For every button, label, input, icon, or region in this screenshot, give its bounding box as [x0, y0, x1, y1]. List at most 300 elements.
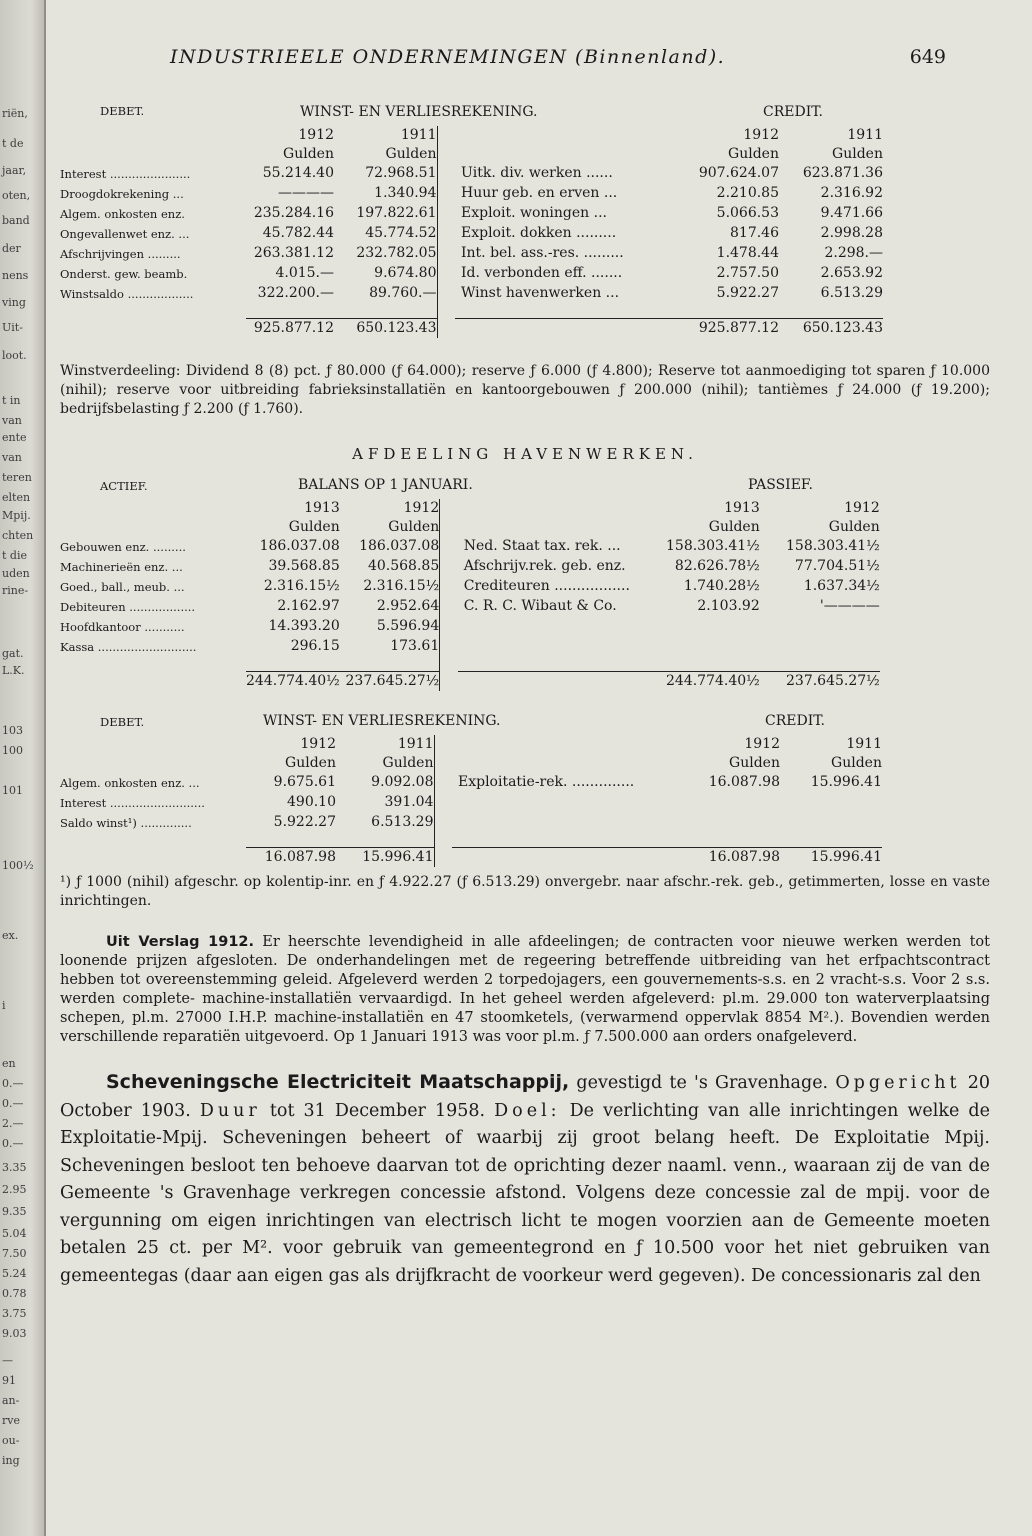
unit-header: Gulden — [708, 519, 760, 535]
gutter-fragment: ing — [2, 1454, 20, 1467]
gutter-fragment: band — [2, 214, 30, 227]
debet-label: DEBET. — [100, 104, 145, 118]
section-title: WINST- EN VERLIESREKENING. — [300, 104, 538, 120]
gutter-fragment: t de — [2, 137, 24, 150]
unit-header: Gulden — [285, 755, 336, 771]
row-label: Debiteuren .................. — [60, 600, 196, 614]
total-value: 15.996.41 — [780, 848, 882, 868]
table-row — [60, 577, 880, 597]
column-separator — [437, 126, 455, 145]
total-value: 16.087.98 — [688, 848, 780, 868]
row-label: Exploit. dokken ......... — [461, 225, 617, 241]
gutter-fragment: en — [2, 1057, 16, 1070]
unit-row — [60, 145, 883, 164]
row-label: Hoofdkantoor ........... — [60, 620, 185, 634]
spacer — [60, 145, 246, 164]
gutter-fragment: jaar, — [2, 164, 27, 177]
row-value: 14.393.20 — [268, 618, 340, 634]
gutter-fragment: ex. — [2, 929, 19, 942]
spacer — [780, 793, 882, 813]
unit-row — [60, 754, 882, 773]
row-value: 2.653.92 — [820, 265, 883, 281]
gutter-fragment: 0.— — [2, 1137, 24, 1150]
total-value: 925.877.12 — [246, 319, 334, 339]
table-row — [60, 617, 880, 637]
row-value: 5.596.94 — [376, 618, 440, 634]
column-separator — [440, 557, 458, 577]
row-value: 2.162.97 — [277, 598, 340, 614]
column-separator — [437, 145, 455, 164]
company-seat: gevestigd te 's Gravenhage. — [576, 1073, 829, 1093]
column-separator — [437, 164, 455, 184]
year-header: 1911 — [400, 127, 437, 143]
row-value: 16.087.98 — [708, 774, 780, 790]
spacer — [60, 848, 246, 868]
gutter-fragment: 2.— — [2, 1117, 24, 1130]
gutter-fragment: uden — [2, 567, 30, 580]
column-separator — [437, 204, 455, 224]
row-value: 158.303.41½ — [786, 538, 880, 554]
row-label: Winst havenwerken ... — [461, 285, 620, 301]
total-value: 15.996.41 — [336, 848, 434, 868]
column-separator — [437, 319, 455, 339]
page-title: INDUSTRIEELE ONDERNEMINGEN (Binnenland). — [170, 46, 726, 68]
afdeeling-heading: AFDEELING HAVENWERKEN. — [352, 445, 698, 463]
gutter-fragment: 0.78 — [2, 1287, 27, 1300]
year-header: 1912 — [743, 127, 779, 143]
spacer — [455, 319, 687, 339]
total-row — [60, 672, 880, 692]
row-value: 1.478.44 — [716, 245, 779, 261]
spacer — [452, 833, 688, 848]
table-row — [60, 537, 880, 557]
spacer — [60, 319, 246, 339]
gutter-fragment: riën, — [2, 107, 28, 120]
row-label: Uitk. div. werken ...... — [461, 165, 613, 181]
gutter-fragment: gat. — [2, 647, 24, 660]
opgericht-label: Opgericht — [835, 1073, 961, 1093]
debet-label: DEBET. — [100, 715, 145, 729]
gutter-fragment: 91 — [2, 1374, 16, 1387]
unit-header: Gulden — [382, 755, 434, 771]
gutter-fragment: ou- — [2, 1434, 20, 1447]
spacer — [340, 657, 440, 672]
column-separator — [440, 518, 458, 537]
gutter-fragment: 2.95 — [2, 1183, 27, 1196]
spacer — [60, 518, 246, 537]
row-value: 5.066.53 — [716, 205, 779, 221]
gutter-fragment: der — [2, 242, 21, 255]
gutter-fragment: i — [2, 999, 6, 1012]
spacer — [246, 304, 334, 319]
table-row — [60, 224, 883, 244]
row-value: 2.316.15½ — [263, 578, 340, 594]
gutter-fragment: ente — [2, 431, 27, 444]
unit-header: Gulden — [385, 146, 437, 162]
column-separator — [440, 672, 458, 692]
row-value: 6.513.29 — [371, 814, 434, 830]
row-value: 2.316.92 — [820, 185, 883, 201]
verslag-text: Er heerschte levendigheid in alle afdeelingen; de contracten voor nieuwe werken werden tot loonende prijzen afgesloten. De onderhandelingen met de regeering betreffende uitbreiding van het erfpachtscontract hebben tot overeenstemming geleid. Afgeleverd werden 2 torpedojagers, een gouvernements-s.s. en 2 vracht-s.s. Voor 2 s.s. werden complete- machine-installatiën vervaardigd. In het geheel werden afgeleverd: pl.m. 29.000 ton waterverplaatsing schepen, pl.m. 27000 I.H.P. machine-installatiën en 47 stoomketels, (verwarmend oppervlak 8854 M².). Bovendien werden verschillende reparatiën uitgevoerd. Op 1 Januari 1913 was voor pl.m. ƒ 7.500.000 aan orders onafgeleverd. — [60, 934, 990, 1045]
duur-label: Duur — [199, 1100, 261, 1121]
spacer — [458, 617, 658, 637]
spacer — [760, 617, 880, 637]
row-label: Exploit. woningen ... — [461, 205, 607, 221]
gutter-fragment: elten — [2, 491, 31, 504]
spacer — [334, 304, 437, 319]
winstverdeeling: Winstverdeeling: Dividend 8 (8) pct. ƒ 80.000 (ƒ 64.000); reserve ƒ 6.000 (ƒ 4.800); Reserve tot aanmoediging tot sparen ƒ 10.000 (nihil); reserve voor uitbreiding fabrieksinstallatiën en kantoorgebouwen ƒ 200.000 (nihil); tantièmes ƒ 24.000 (ƒ 19.200); bedrijfsbelasting ƒ 2.200 (ƒ 1.760). — [60, 363, 990, 417]
spacer — [779, 304, 883, 319]
year-header: 1912 — [300, 736, 336, 752]
row-value: 907.624.07 — [698, 165, 779, 181]
year-header: 1912 — [298, 127, 334, 143]
row-value: 296.15 — [290, 638, 340, 654]
total-row — [60, 319, 883, 339]
year-header: 1911 — [397, 736, 434, 752]
row-value: 77.704.51½ — [794, 558, 880, 574]
gutter-fragment: oten, — [2, 189, 31, 202]
row-value: 2.998.28 — [820, 225, 883, 241]
running-header — [60, 40, 990, 76]
credit-label: CREDIT. — [763, 104, 823, 120]
gutter-fragment: rine- — [2, 584, 29, 597]
column-separator — [437, 244, 455, 264]
row-label: Int. bel. ass.-res. ......... — [461, 245, 624, 261]
spacer — [60, 735, 246, 754]
spacer — [455, 304, 687, 319]
row-value: 9.092.08 — [371, 774, 434, 790]
unit-row — [60, 518, 880, 537]
row-value: '———— — [819, 598, 880, 614]
column-separator — [440, 537, 458, 557]
column-separator — [434, 848, 452, 868]
table-row — [60, 637, 880, 657]
gap-row — [60, 833, 882, 848]
spacer — [760, 657, 880, 672]
column-separator — [434, 773, 452, 793]
duur-text: tot 31 December 1958. — [269, 1100, 486, 1121]
row-value: 45.782.44 — [262, 225, 334, 241]
account-table — [60, 735, 882, 867]
row-label: Interest ...................... — [60, 167, 191, 181]
total-value: 650.123.43 — [779, 319, 883, 339]
page-number: 649 — [909, 46, 946, 68]
winst-verlies-table-2 — [60, 713, 990, 867]
year-header: 1912 — [844, 500, 880, 516]
footnote: ¹) ƒ 1000 (nihil) afgeschr. op kolentip-inr. en ƒ 4.922.27 (ƒ 6.513.29) onvergebr. naar afschr.-rek. geb., getimmerten, losse en vaste inrichtingen. — [60, 874, 990, 909]
row-value: 623.871.36 — [802, 165, 883, 181]
gutter-fragment: 3.75 — [2, 1307, 27, 1320]
column-separator — [440, 577, 458, 597]
gutter-fragment: van — [2, 414, 22, 427]
row-value: 55.214.40 — [262, 165, 334, 181]
spacer — [60, 499, 246, 518]
column-separator — [434, 813, 452, 833]
spacer — [452, 813, 688, 833]
spacer — [780, 813, 882, 833]
row-value: 186.037.08 — [259, 538, 340, 554]
column-separator — [440, 597, 458, 617]
unit-header: Gulden — [828, 519, 880, 535]
column-separator — [434, 754, 452, 773]
table-row — [60, 164, 883, 184]
spacer — [458, 672, 658, 692]
row-label: Kassa ........................... — [60, 640, 197, 654]
opgericht-date: 20 October 1903. — [60, 1073, 990, 1121]
row-value: 1.340.94 — [374, 185, 437, 201]
row-label: Huur geb. en erven ... — [461, 185, 618, 201]
spacer — [452, 793, 688, 813]
company-name: Scheveningsche Electriciteit Maatschappij, — [106, 1071, 570, 1093]
row-label: Id. verbonden eff. ....... — [461, 265, 623, 281]
column-separator — [437, 184, 455, 204]
gutter-fragment: loot. — [2, 349, 27, 362]
spacer — [336, 833, 434, 848]
spacer — [688, 793, 780, 813]
unit-header: Gulden — [388, 519, 440, 535]
gutter-fragment: 101 — [2, 784, 23, 797]
row-label: Gebouwen enz. ......... — [60, 540, 186, 554]
row-value: 45.774.52 — [365, 225, 437, 241]
unit-header: Gulden — [831, 755, 882, 771]
account-table — [60, 126, 883, 338]
row-value: 9.674.80 — [374, 265, 437, 281]
row-value: 2.210.85 — [716, 185, 779, 201]
total-row — [60, 848, 882, 868]
gap-row — [60, 657, 880, 672]
row-value: 2.757.50 — [716, 265, 779, 281]
gutter-fragment: t in — [2, 394, 21, 407]
row-value: 9.471.66 — [820, 205, 883, 221]
row-value: 391.04 — [384, 794, 434, 810]
table-row — [60, 773, 882, 793]
table-row — [60, 204, 883, 224]
gutter-fragment: rve — [2, 1414, 20, 1427]
row-value: 9.675.61 — [273, 774, 336, 790]
gutter-fragment: 3.35 — [2, 1161, 27, 1174]
row-label: Winstsaldo .................. — [60, 287, 194, 301]
spacer — [458, 657, 658, 672]
gutter-fragment: L.K. — [2, 664, 25, 677]
row-value: 4.015.— — [275, 265, 334, 281]
column-separator — [440, 637, 458, 657]
spacer — [60, 672, 246, 692]
spacer — [658, 657, 760, 672]
unit-header: Gulden — [283, 146, 334, 162]
year-header: 1911 — [847, 127, 883, 143]
spacer — [688, 813, 780, 833]
gutter-fragment: 103 — [2, 724, 23, 737]
spacer — [246, 657, 340, 672]
spacer — [60, 657, 246, 672]
year-header: 1913 — [724, 500, 760, 516]
scheveningen-paragraph — [60, 1069, 990, 1290]
column-separator — [440, 499, 458, 518]
gutter-fragment: — — [2, 1354, 13, 1367]
row-value: 82.626.78½ — [674, 558, 760, 574]
row-value: 173.61 — [390, 638, 440, 654]
row-label: Saldo winst¹) .............. — [60, 816, 192, 830]
doel-label: Doel: — [494, 1100, 561, 1121]
year-row — [60, 126, 883, 145]
spacer — [60, 833, 246, 848]
row-value: ———— — [278, 185, 334, 201]
spacer — [760, 637, 880, 657]
row-value: 2.298.— — [824, 245, 883, 261]
spacer — [452, 848, 688, 868]
row-value: 39.568.85 — [268, 558, 340, 574]
spacer — [60, 126, 246, 145]
spacer — [455, 126, 687, 145]
gutter-fragment: 9.35 — [2, 1205, 27, 1218]
row-value: 6.513.29 — [820, 285, 883, 301]
gutter-fragment: 100 — [2, 744, 23, 757]
row-value: 5.922.27 — [273, 814, 336, 830]
table-row — [60, 264, 883, 284]
year-header: 1912 — [744, 736, 780, 752]
table-row — [60, 184, 883, 204]
year-header: 1912 — [403, 500, 440, 516]
table-row — [60, 793, 882, 813]
column-separator — [434, 735, 452, 754]
verslag-paragraph — [60, 933, 990, 1047]
gutter-fragment: 5.04 — [2, 1227, 27, 1240]
unit-header: Gulden — [728, 146, 779, 162]
spacer — [246, 833, 336, 848]
spacer — [458, 499, 658, 518]
unit-header: Gulden — [288, 519, 340, 535]
row-value: 2.316.15½ — [363, 578, 440, 594]
unit-header: Gulden — [832, 146, 883, 162]
table-row — [60, 284, 883, 304]
spacer — [688, 833, 780, 848]
column-separator — [437, 224, 455, 244]
row-label: Ned. Staat tax. rek. ... — [463, 538, 621, 554]
row-label: Onderst. gew. beamb. — [60, 267, 188, 281]
gutter-fragment: 9.03 — [2, 1327, 27, 1340]
gutter-fragment: 100½ — [2, 859, 34, 872]
document-page — [60, 40, 990, 1520]
spacer — [658, 617, 760, 637]
section-title: WINST- EN VERLIESREKENING. — [263, 713, 501, 729]
row-label: Crediteuren ................. — [463, 578, 630, 594]
spacer — [455, 145, 687, 164]
spacer — [458, 637, 658, 657]
table-row — [60, 597, 880, 617]
table-row — [60, 557, 880, 577]
passief-label: PASSIEF. — [748, 477, 813, 493]
spacer — [452, 735, 688, 754]
column-separator — [437, 304, 455, 319]
row-value: 1.637.34½ — [803, 578, 880, 594]
gutter-fragment: ving — [2, 296, 26, 309]
neighbor-page-edge — [0, 0, 46, 1536]
row-label: C. R. C. Wibaut & Co. — [463, 598, 617, 614]
row-value: 72.968.51 — [365, 165, 437, 181]
table-row — [60, 813, 882, 833]
spacer — [452, 754, 688, 773]
row-value: 817.46 — [730, 225, 779, 241]
total-value: 244.774.40½ — [658, 672, 760, 692]
gutter-fragment: 7.50 — [2, 1247, 27, 1260]
spacer — [60, 754, 246, 773]
row-label: Algem. onkosten enz. ... — [60, 776, 200, 790]
row-value: 158.303.41½ — [666, 538, 760, 554]
spacer — [658, 637, 760, 657]
gutter-fragment: Mpij. — [2, 509, 31, 522]
verslag-label: Uit Verslag 1912. — [106, 934, 255, 950]
total-value: 650.123.43 — [334, 319, 437, 339]
row-label: Exploitatie-rek. .............. — [458, 774, 635, 790]
spacer — [687, 304, 779, 319]
row-value: 2.103.92 — [697, 598, 760, 614]
row-value: 89.760.— — [369, 285, 437, 301]
year-row — [60, 735, 882, 754]
row-label: Afschrijv.rek. geb. enz. — [463, 558, 626, 574]
gutter-fragment: an- — [2, 1394, 20, 1407]
account-table — [60, 499, 880, 691]
column-separator — [437, 284, 455, 304]
column-separator — [437, 264, 455, 284]
spacer — [60, 304, 246, 319]
row-value: 15.996.41 — [810, 774, 882, 790]
year-header: 1911 — [846, 736, 882, 752]
row-label: Goed., ball., meub. ... — [60, 580, 185, 594]
gutter-fragment: chten — [2, 529, 34, 542]
total-value: 244.774.40½ — [246, 673, 340, 689]
gutter-fragment: t die — [2, 549, 27, 562]
unit-header: Gulden — [729, 755, 780, 771]
gap-row — [60, 304, 883, 319]
row-value: 322.200.— — [257, 285, 334, 301]
doel-text: De verlichting van alle inrichtingen welke de Exploitatie-Mpij. Scheveningen beheert of waarbij zij groot belang heeft. De Exploitatie Mpij. Scheveningen besloot ten behoeve daarvan tot de oprichting dezer naaml. venn., waaraan zij de van de Gemeente 's Gravenhage verkregen concessie afstond. Volgens deze concessie zal de mpij. voor de vergunning om eigen inrichtingen van electrisch licht te mogen voorzien aan de Gemeente moeten betalen 25 ct. per M². voor gebruik van gemeentegrond en ƒ 10.500 voor het niet gebruiken van gemeentegas (daar aan eigen gas als drijfkracht de voorkeur werd gegeven). De concessionaris zal den — [60, 1100, 990, 1286]
year-header: 1913 — [304, 500, 340, 516]
table-row — [60, 244, 883, 264]
row-value: 5.922.27 — [716, 285, 779, 301]
gutter-fragment: 0.— — [2, 1077, 24, 1090]
row-label: Algem. onkosten enz. — [60, 207, 185, 221]
gutter-fragment: 5.24 — [2, 1267, 27, 1280]
total-value: 237.645.27½ — [760, 672, 880, 692]
row-label: Droogdokrekening ... — [60, 187, 184, 201]
total-value: 237.645.27½ — [340, 672, 440, 692]
gutter-fragment: nens — [2, 269, 29, 282]
balans-table — [60, 477, 990, 691]
row-value: 186.037.08 — [359, 538, 440, 554]
row-value: 2.952.64 — [376, 598, 440, 614]
row-value: 263.381.12 — [253, 245, 334, 261]
gutter-fragment: 0.— — [2, 1097, 24, 1110]
total-value: 16.087.98 — [246, 848, 336, 868]
row-label: Ongevallenwet enz. ... — [60, 227, 190, 241]
spacer — [780, 833, 882, 848]
credit-label: CREDIT. — [765, 713, 825, 729]
section-title: BALANS OP 1 JANUARI. — [298, 477, 473, 493]
row-value: 1.740.28½ — [683, 578, 760, 594]
column-separator — [440, 657, 458, 672]
winst-verlies-table-1 — [60, 104, 990, 338]
column-separator — [440, 617, 458, 637]
gutter-fragment: teren — [2, 471, 32, 484]
column-separator — [434, 793, 452, 813]
row-value: 40.568.85 — [367, 558, 440, 574]
row-label: Afschrijvingen ......... — [60, 247, 181, 261]
gutter-fragment: van — [2, 451, 22, 464]
row-value: 235.284.16 — [253, 205, 334, 221]
row-value: 490.10 — [287, 794, 336, 810]
row-label: Interest .......................... — [60, 796, 205, 810]
spacer — [458, 518, 658, 537]
